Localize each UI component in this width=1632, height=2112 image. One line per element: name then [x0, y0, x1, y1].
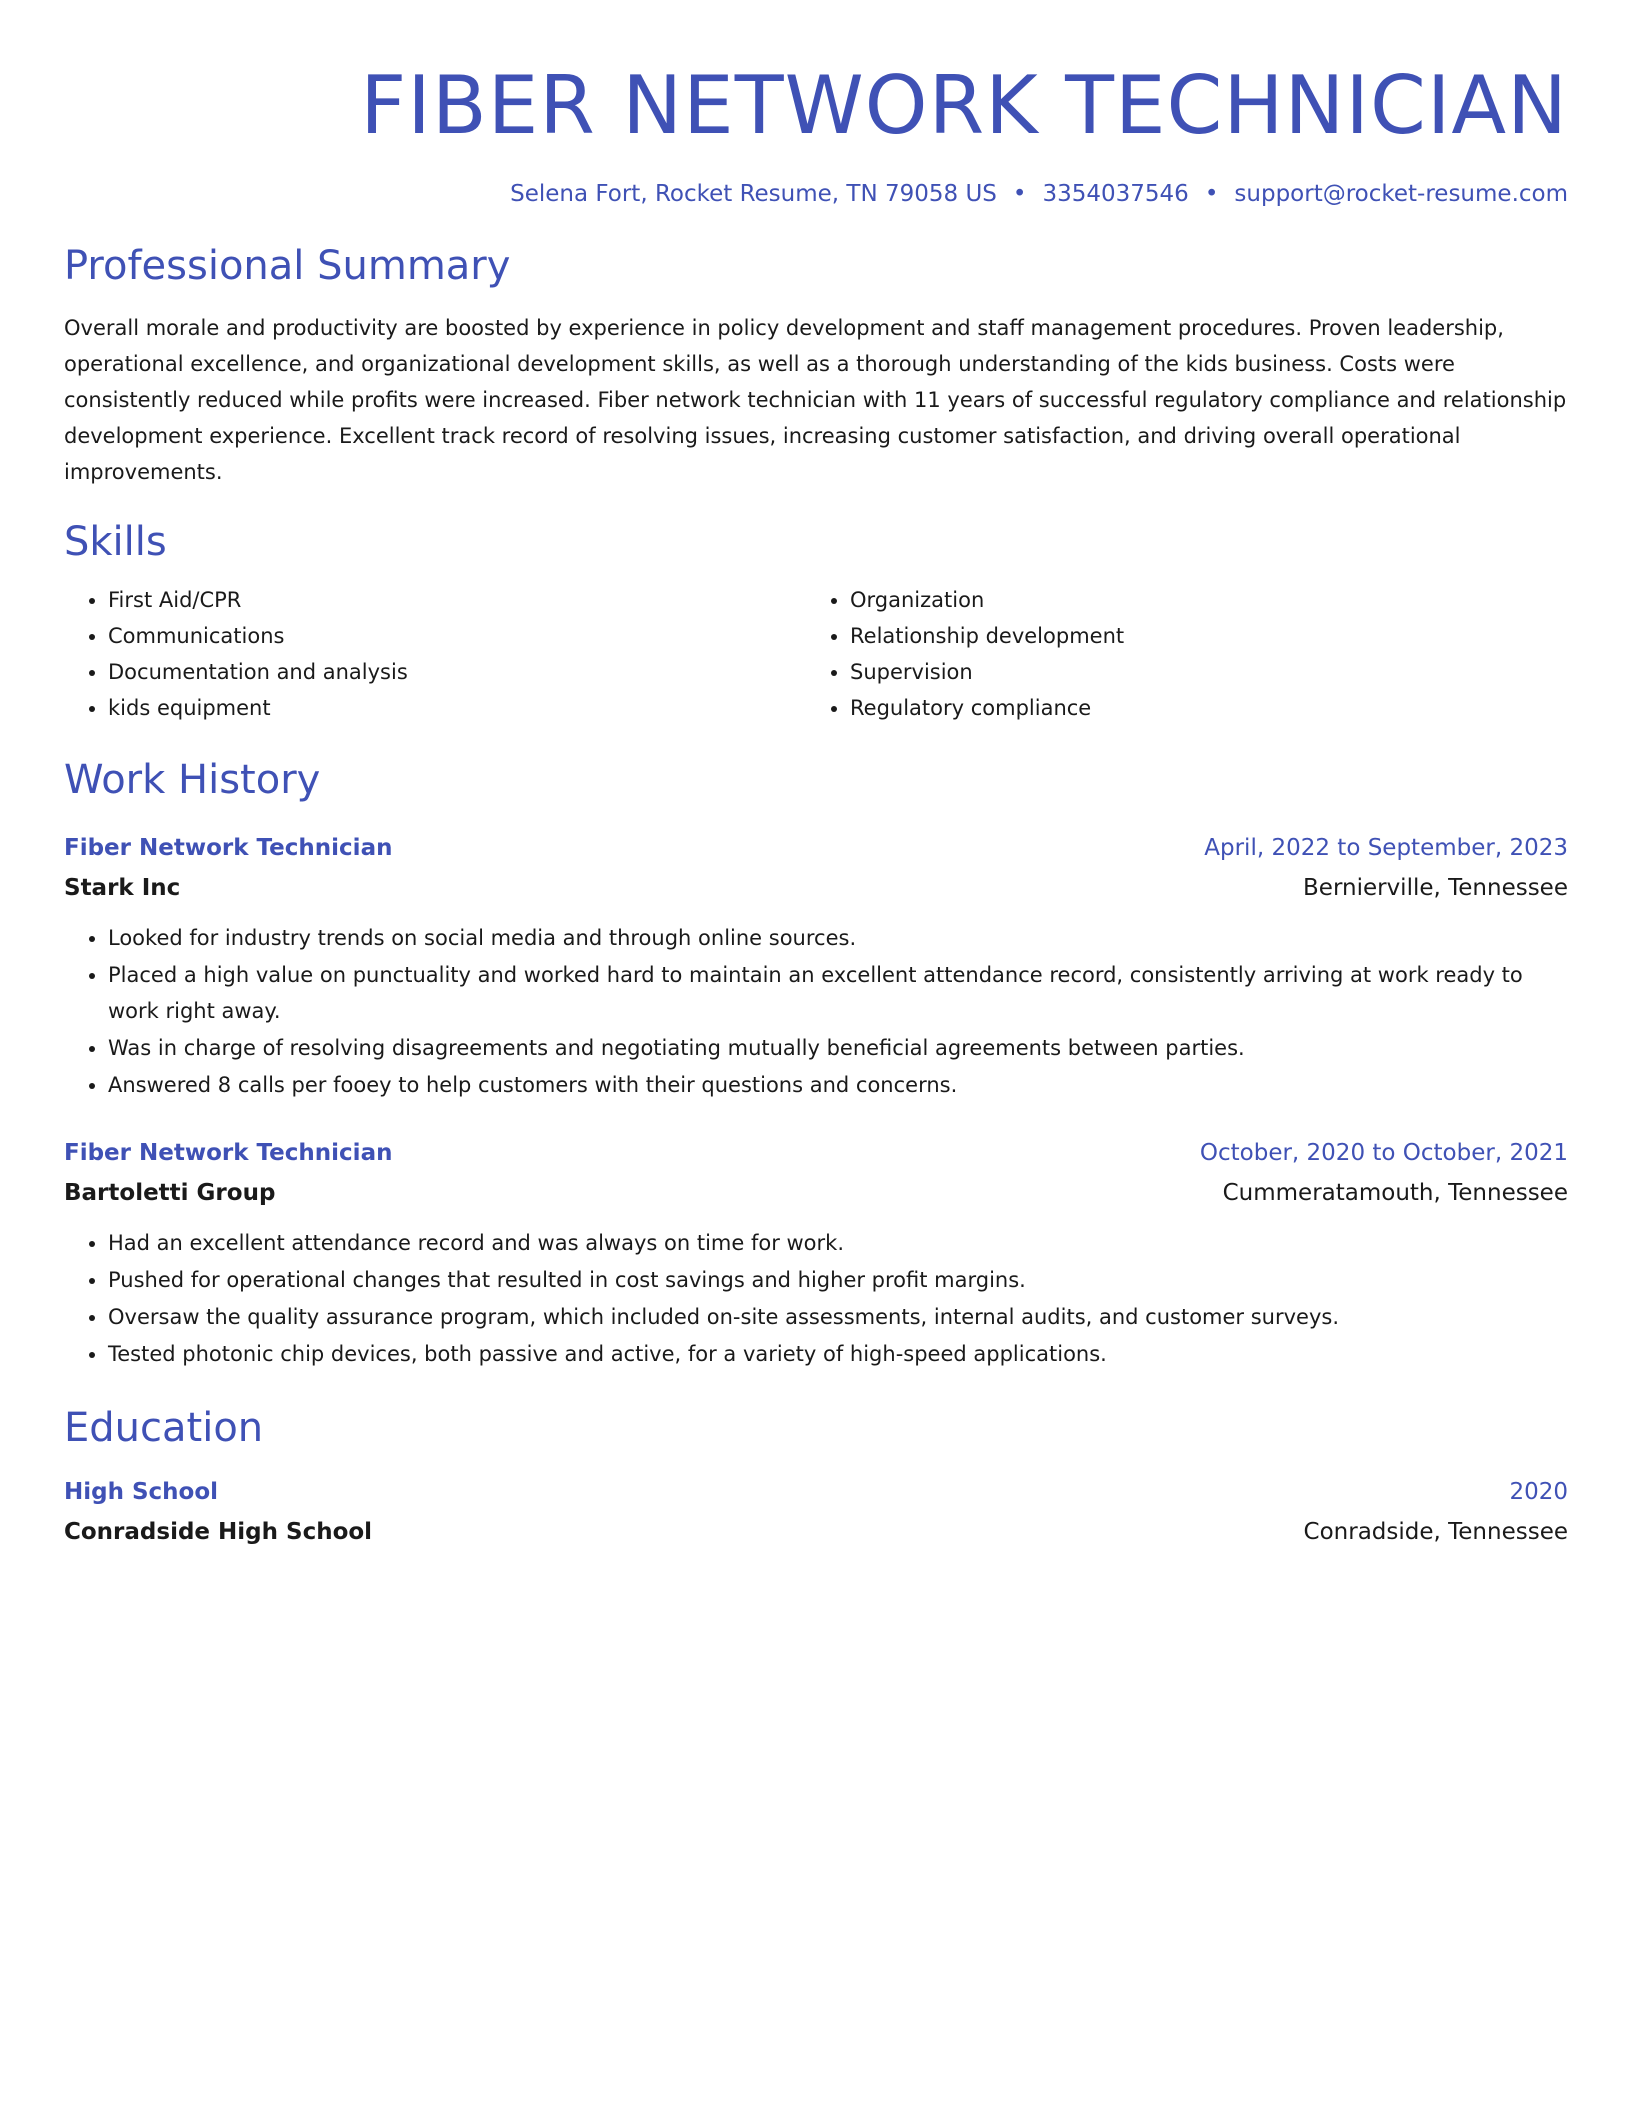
job-role: Fiber Network Technician	[64, 1140, 393, 1166]
job-bullet: • Oversaw the quality assurance program, which included on-site assessments, internal audits, and customer surveys.	[108, 1299, 1568, 1335]
education-degree: High School	[64, 1479, 219, 1505]
education-year: 2020	[1509, 1479, 1568, 1505]
contact-address: Selena Fort, Rocket Resume, TN 79058 US	[510, 181, 997, 207]
job-bullets	[64, 1225, 1568, 1372]
job-bullet: • Was in charge of resolving disagreements and negotiating mutually beneficial agreements between parties.	[108, 1030, 1568, 1066]
contact-phone: 3354037546	[1042, 181, 1189, 207]
job-entry	[64, 1133, 1568, 1372]
job-dates: April, 2022 to September, 2023	[1204, 835, 1568, 861]
contact-separator: •	[1012, 181, 1027, 207]
skills-column-left	[64, 582, 806, 726]
skill-item: • Relationship development	[850, 618, 1548, 654]
skill-item: • Supervision	[850, 654, 1548, 690]
job-bullet: • Placed a high value on punctuality and worked hard to maintain an excellent attendance record, consistently arriving at work ready to work right away.	[108, 957, 1568, 1029]
job-company: Stark Inc	[64, 875, 181, 901]
skill-item: • Organization	[850, 582, 1548, 618]
job-bullet: • Answered 8 calls per fooey to help customers with their questions and concerns.	[108, 1067, 1568, 1103]
job-bullet: • Tested photonic chip devices, both passive and active, for a variety of high-speed applications.	[108, 1336, 1568, 1372]
contact-email: support@rocket-resume.com	[1234, 181, 1568, 207]
education-school: Conradside High School	[64, 1519, 373, 1545]
resume-page	[64, 0, 1568, 1552]
contact-line	[64, 178, 1568, 210]
skills-heading: Skills	[64, 519, 167, 565]
resume-title: FIBER NETWORK TECHNICIAN	[360, 59, 1568, 152]
work-history-heading: Work History	[64, 757, 321, 803]
contact-separator: •	[1204, 181, 1219, 207]
job-bullet: • Looked for industry trends on social media and through online sources.	[108, 920, 1568, 956]
skills-column-right	[806, 582, 1548, 726]
skill-item: • First Aid/CPR	[108, 582, 806, 618]
job-bullets	[64, 920, 1568, 1103]
education-heading: Education	[64, 1405, 264, 1451]
education-location: Conradside, Tennessee	[1303, 1519, 1568, 1545]
summary-heading: Professional Summary	[64, 243, 511, 289]
skill-item: • Communications	[108, 618, 806, 654]
job-company: Bartoletti Group	[64, 1180, 276, 1206]
skills-list	[64, 582, 1568, 726]
summary-text: Overall morale and productivity are boosted by experience in policy development and staff management procedures. Proven leadership, operational excellence, and organizational development skills, as well as a thorough understanding of the kids business. Costs were consistently reduced while profits were increased. Fiber network technician with 11 years of successful regulatory compliance and relationship development experience. Excellent track record of resolving issues, increasing customer satisfaction, and driving overall operational improvements.	[64, 316, 1567, 484]
job-bullet: • Pushed for operational changes that resulted in cost savings and higher profit margins.	[108, 1262, 1568, 1298]
skill-item: • kids equipment	[108, 690, 806, 726]
job-dates: October, 2020 to October, 2021	[1199, 1140, 1568, 1166]
job-location: Cummeratamouth, Tennessee	[1222, 1180, 1568, 1206]
job-bullet: • Had an excellent attendance record and was always on time for work.	[108, 1225, 1568, 1261]
job-location: Bernierville, Tennessee	[1303, 875, 1568, 901]
skill-item: • Documentation and analysis	[108, 654, 806, 690]
job-role: Fiber Network Technician	[64, 835, 393, 861]
job-entry	[64, 828, 1568, 1103]
skill-item: • Regulatory compliance	[850, 690, 1548, 726]
education-entry	[64, 1472, 1568, 1552]
